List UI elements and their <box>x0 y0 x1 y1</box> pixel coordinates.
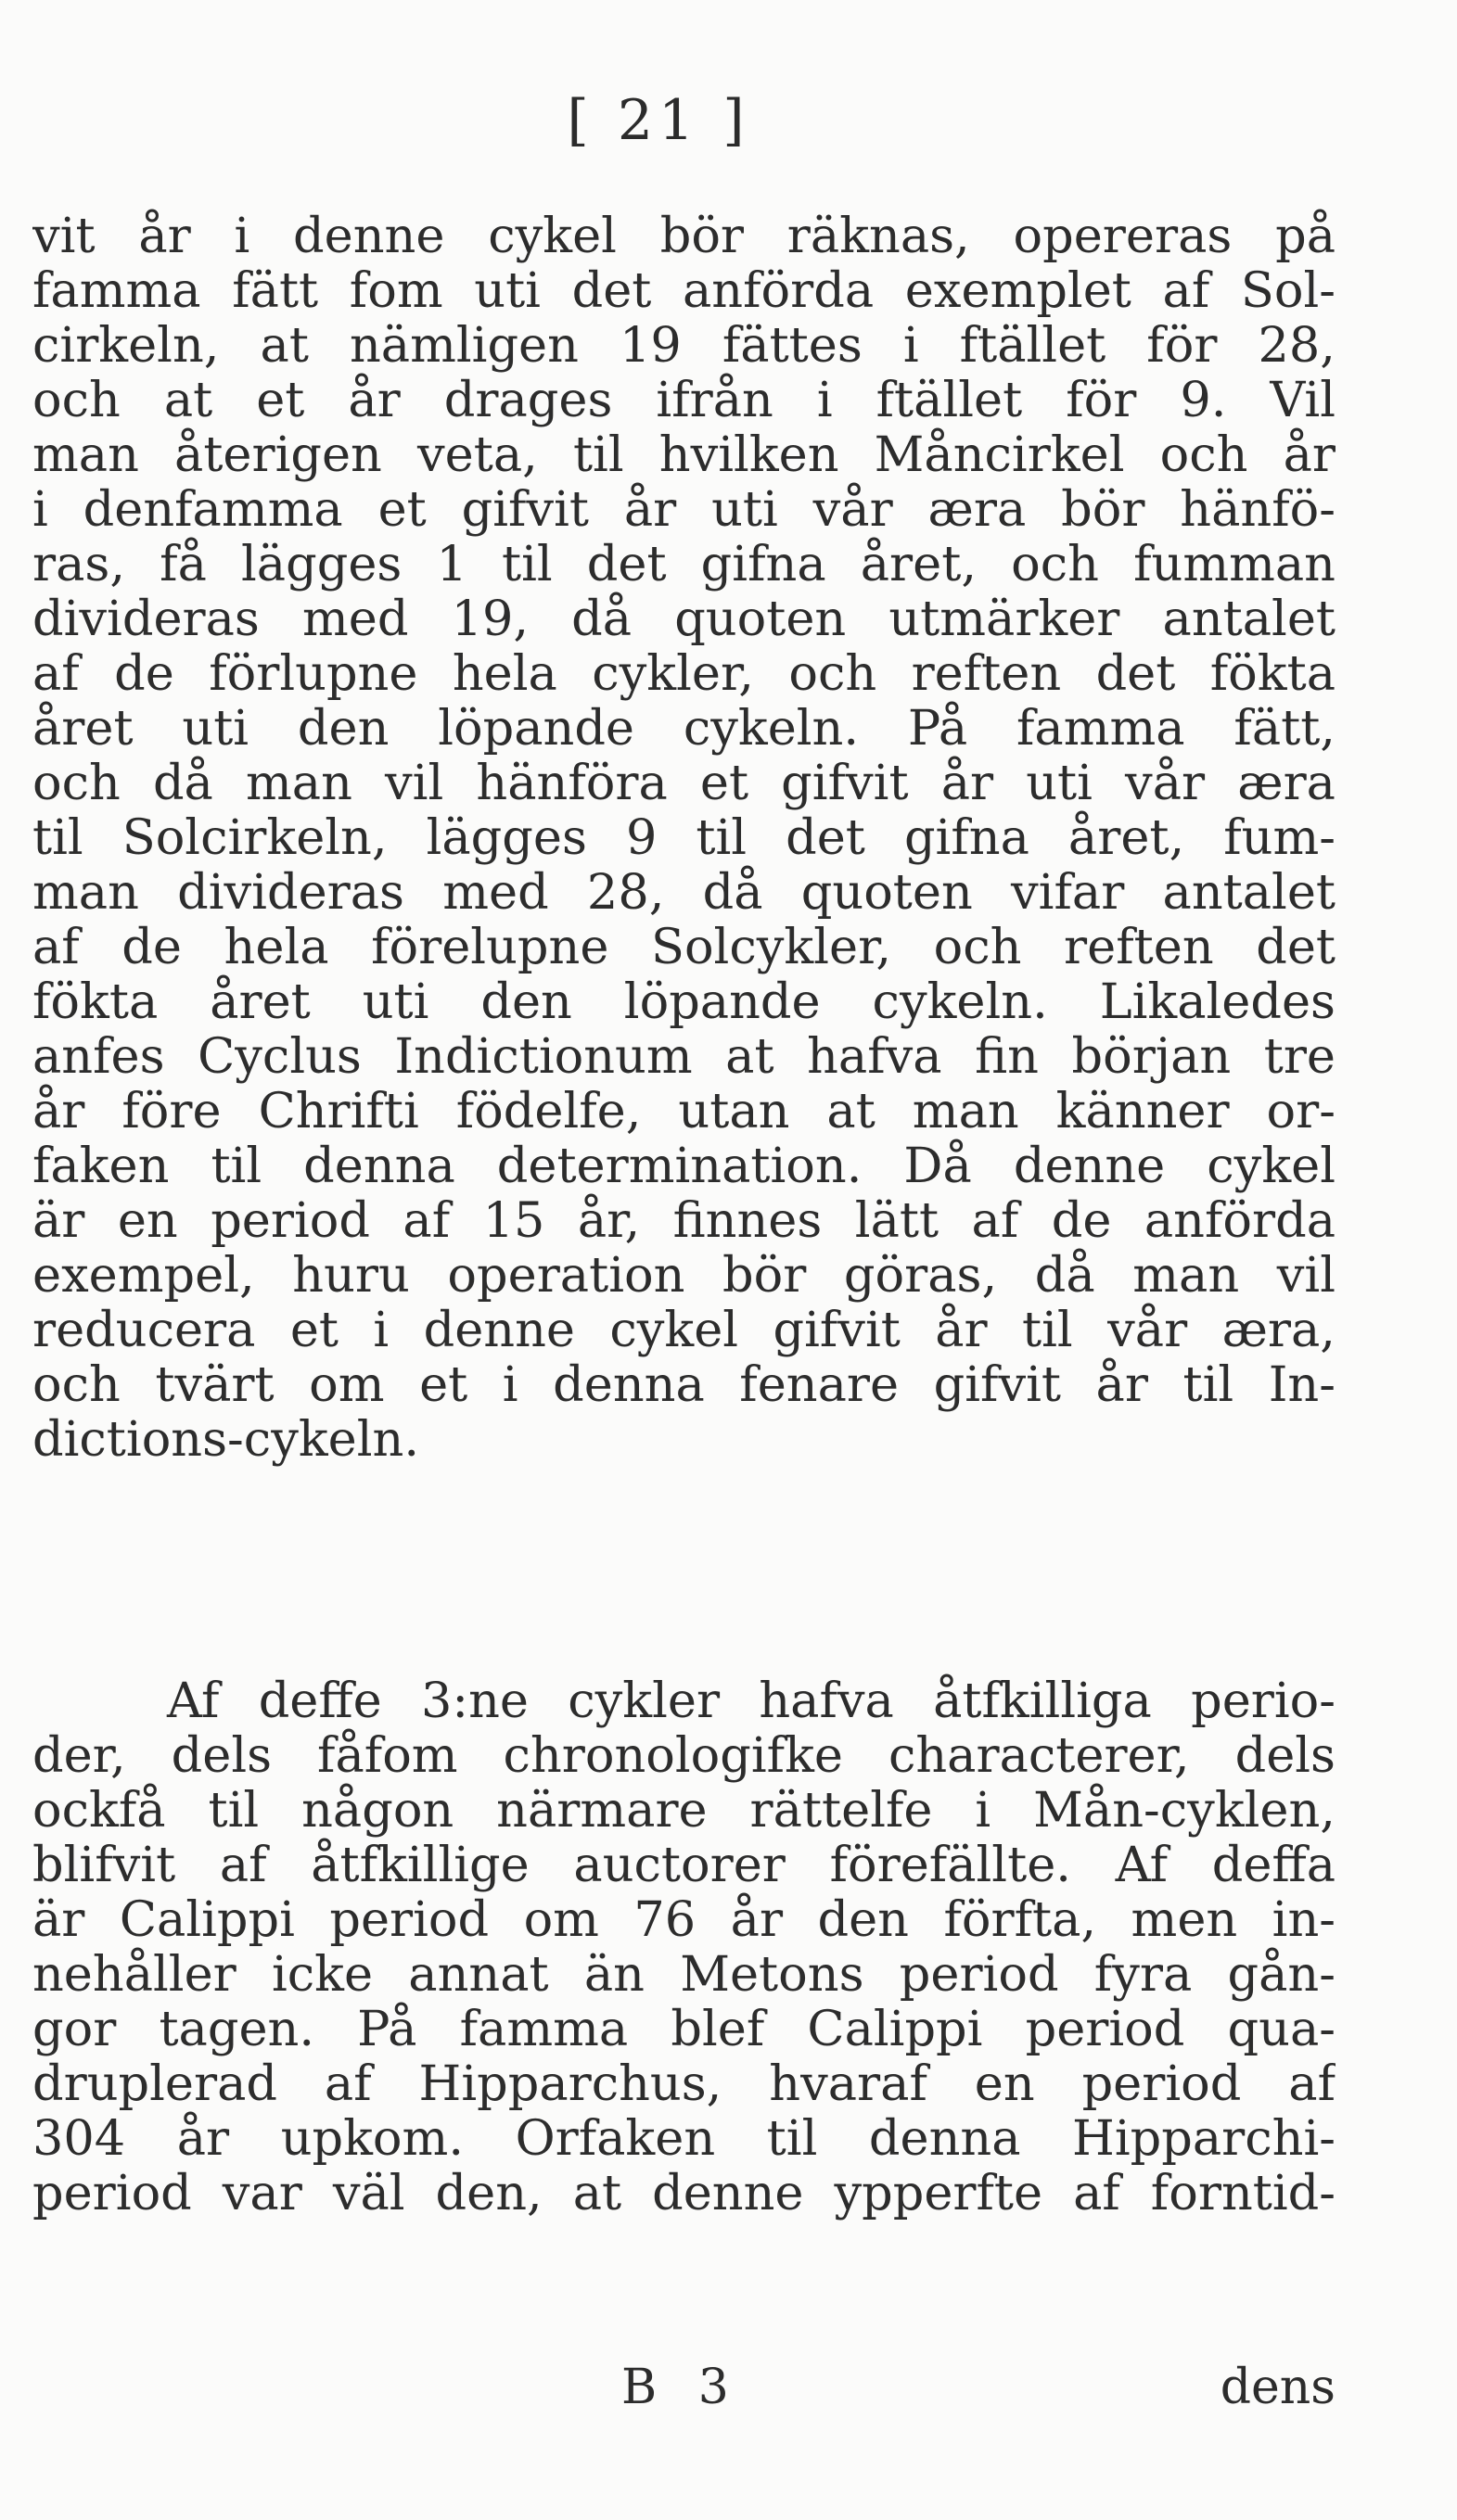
text-line: och at et år drages ifrån i ftället för 9. Vil <box>32 373 1336 427</box>
text-line: exempel, huru operation bör göras, då man vil <box>32 1248 1336 1303</box>
text-line: af de förlupne hela cykler, och reften det fökta <box>32 646 1336 701</box>
text-line: man återigen veta, til hvilken Måncirkel och år <box>32 427 1336 482</box>
text-line: reducera et i denne cykel gifvit år til vår æra, <box>32 1303 1336 1357</box>
text-line: divideras med 19, då quoten utmärker antalet <box>32 592 1336 646</box>
text-line: famma fätt fom uti det anförda exemplet af Sol- <box>32 263 1336 318</box>
text-line: der, dels fåfom chronologifke characterer, dels <box>32 1728 1336 1783</box>
text-line: år före Chrifti födelfe, utan at man känner or- <box>32 1084 1336 1139</box>
text-line: gor tagen. På famma blef Calippi period qua- <box>32 2002 1336 2056</box>
text-line: af de hela förelupne Solcykler, och reften det <box>32 920 1336 974</box>
text-line: druplerad af Hipparchus, hvaraf en period af <box>32 2056 1336 2111</box>
text-line: och tvärt om et i denna fenare gifvit år til In- <box>32 1357 1336 1412</box>
text-line: och då man vil hänföra et gifvit år uti vår æra <box>32 756 1336 810</box>
text-line: blifvit af åtfkillige auctorer förefällte. Af deffa <box>32 1838 1336 1892</box>
text-line: i denfamma et gifvit år uti vår æra bör hänfö- <box>32 482 1336 537</box>
paragraph-1 <box>32 209 1336 1467</box>
text-line: ockfå til någon närmare rättelfe i Mån-cyklen, <box>32 1783 1336 1838</box>
text-line: man divideras med 28, då quoten vifar antalet <box>32 865 1336 920</box>
text-line: ras, få lägges 1 til det gifna året, och fumman <box>32 537 1336 592</box>
text-line: cirkeln, at nämligen 19 fättes i ftället för 28, <box>32 318 1336 373</box>
text-line: anfes Cyclus Indictionum at hafva fin början tre <box>32 1029 1336 1084</box>
text-line: nehåller icke annat än Metons period fyra gån- <box>32 1947 1336 2002</box>
text-line: fökta året uti den löpande cykeln. Likaledes <box>32 974 1336 1029</box>
catchword: dens <box>1220 2360 1336 2415</box>
text-line: dictions-cykeln. <box>32 1412 420 1467</box>
text-line: period var väl den, at denne ypperfte af forntid- <box>32 2166 1336 2221</box>
text-line: vit år i denne cykel bör räknas, opereras på <box>32 209 1336 263</box>
text-line: 304 år upkom. Orfaken til denna Hipparchi- <box>32 2111 1336 2166</box>
text-line: är Calippi period om 76 år den förfta, men in- <box>32 1892 1336 1947</box>
paragraph-2 <box>32 1674 1336 2221</box>
page-number-header: [ 21 ] <box>567 88 750 153</box>
text-line: året uti den löpande cykeln. På famma fätt, <box>32 701 1336 756</box>
text-line: til Solcirkeln, lägges 9 til det gifna året, fum- <box>32 810 1336 865</box>
signature-mark: B 3 <box>621 2360 742 2415</box>
text-line: är en period af 15 år, finnes lätt af de anförda <box>32 1193 1336 1248</box>
text-line: Af deffe 3:ne cykler hafva åtfkilliga perio- <box>167 1674 1336 1728</box>
text-line: faken til denna determination. Då denne cykel <box>32 1139 1336 1193</box>
